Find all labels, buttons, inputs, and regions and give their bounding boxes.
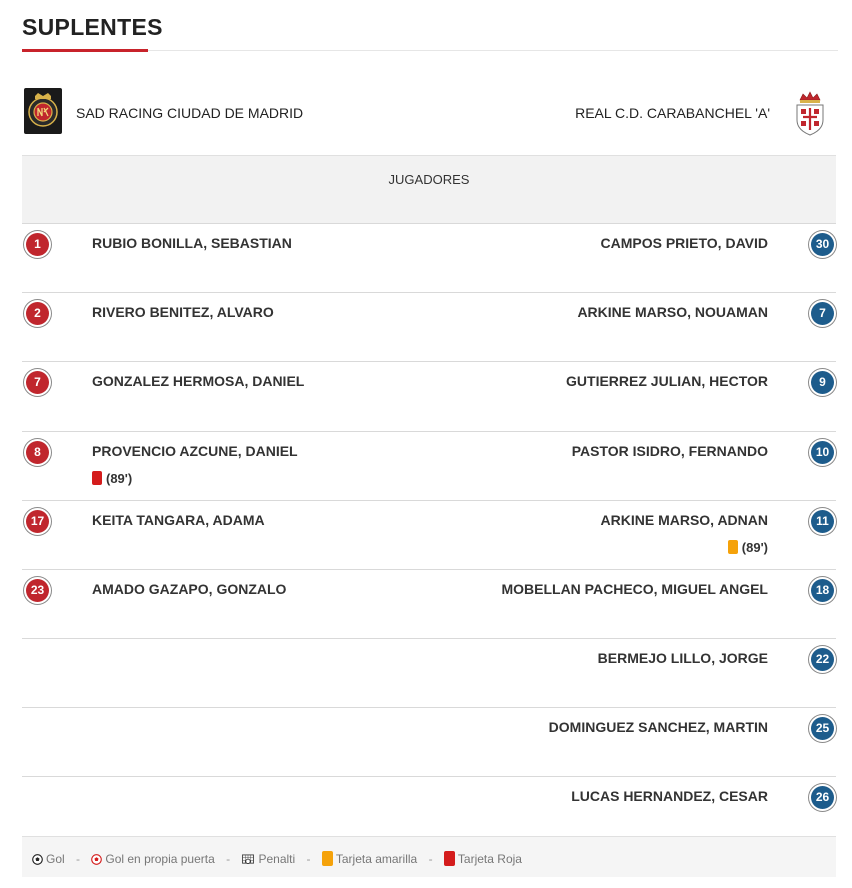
away-player-number: 26 xyxy=(811,786,834,809)
away-team-name[interactable]: REAL C.D. CARABANCHEL 'A' xyxy=(575,105,770,121)
legend-separator: - xyxy=(76,852,81,866)
away-player-name[interactable]: GUTIERREZ JULIAN, HECTOR xyxy=(566,373,768,389)
carabanchel-crest-icon xyxy=(794,90,826,136)
events-legend xyxy=(22,836,836,877)
racing-madrid-crest-icon xyxy=(24,88,62,134)
legend-item-own-goal xyxy=(91,852,214,866)
legend-label: Penalti xyxy=(258,852,296,866)
away-player-name[interactable]: BERMEJO LILLO, JORGE xyxy=(597,650,768,666)
legend-label: Tarjeta amarilla xyxy=(335,852,418,866)
home-player-number: 17 xyxy=(26,510,49,533)
home-player-name[interactable]: RUBIO BONILLA, SEBASTIAN xyxy=(92,235,292,251)
away-player-name[interactable]: MOBELLAN PACHECO, MIGUEL ANGEL xyxy=(501,581,768,597)
section-header xyxy=(22,12,838,51)
home-player-number: 7 xyxy=(26,371,49,394)
player-row xyxy=(22,708,836,777)
yellow-card-icon xyxy=(322,851,333,866)
section-title-underline xyxy=(22,49,148,52)
player-row xyxy=(22,293,836,362)
own-goal-ball-icon xyxy=(91,854,102,865)
player-row xyxy=(22,362,836,432)
player-row xyxy=(22,570,836,639)
players-header-label: JUGADORES xyxy=(388,172,470,187)
red-card-icon xyxy=(444,851,455,866)
event-minute: (89') xyxy=(741,540,768,555)
home-team-name[interactable]: SAD RACING CIUDAD DE MADRID xyxy=(76,105,304,121)
legend-separator: - xyxy=(226,852,231,866)
player-row xyxy=(22,639,836,708)
teams-header xyxy=(22,84,838,142)
section-title: SUPLENTES xyxy=(22,14,163,40)
yellow-card-icon xyxy=(728,540,738,554)
legend-separator: - xyxy=(428,852,433,866)
legend-item-penalty xyxy=(241,852,295,866)
away-player-number: 10 xyxy=(811,441,834,464)
home-player-name[interactable]: KEITA TANGARA, ADAMA xyxy=(92,512,265,528)
legend-item-red-card xyxy=(444,851,522,866)
home-player-name[interactable]: PROVENCIO AZCUNE, DANIEL xyxy=(92,443,298,459)
ball-icon xyxy=(32,854,43,865)
home-player-event xyxy=(92,471,132,486)
away-player-number: 9 xyxy=(811,371,834,394)
away-player-number: 11 xyxy=(811,510,834,533)
away-player-number: 18 xyxy=(811,579,834,602)
away-player-event xyxy=(728,540,768,555)
home-player-number: 2 xyxy=(26,302,49,325)
penalty-icon xyxy=(241,854,255,865)
player-row xyxy=(22,432,836,501)
substitutes-table xyxy=(22,155,836,846)
home-player-name[interactable]: RIVERO BENITEZ, ALVARO xyxy=(92,304,274,320)
away-player-number: 30 xyxy=(811,233,834,256)
away-player-name[interactable]: CAMPOS PRIETO, DAVID xyxy=(600,235,768,251)
home-player-number: 23 xyxy=(26,579,49,602)
legend-label: Gol en propia puerta xyxy=(105,852,215,866)
home-player-number: 8 xyxy=(26,441,49,464)
home-player-number: 1 xyxy=(26,233,49,256)
legend-label: Gol xyxy=(46,852,65,866)
player-row xyxy=(22,501,836,570)
away-player-number: 25 xyxy=(811,717,834,740)
player-row xyxy=(22,224,836,293)
away-player-name[interactable]: PASTOR ISIDRO, FERNANDO xyxy=(571,443,768,459)
table-header xyxy=(22,155,836,224)
away-player-number: 7 xyxy=(811,302,834,325)
away-player-name[interactable]: ARKINE MARSO, NOUAMAN xyxy=(577,304,768,320)
away-player-name[interactable]: ARKINE MARSO, ADNAN xyxy=(600,512,768,528)
away-player-name[interactable]: DOMINGUEZ SANCHEZ, MARTIN xyxy=(548,719,768,735)
legend-item-goal xyxy=(32,852,65,866)
home-player-name[interactable]: AMADO GAZAPO, GONZALO xyxy=(92,581,287,597)
legend-separator: - xyxy=(306,852,311,866)
legend-item-yellow-card xyxy=(322,851,417,866)
away-player-number: 22 xyxy=(811,648,834,671)
event-minute: (89') xyxy=(106,471,133,486)
away-player-name[interactable]: LUCAS HERNANDEZ, CESAR xyxy=(571,788,768,804)
home-player-name[interactable]: GONZALEZ HERMOSA, DANIEL xyxy=(92,373,305,389)
red-card-icon xyxy=(92,471,102,485)
legend-label: Tarjeta Roja xyxy=(457,852,522,866)
